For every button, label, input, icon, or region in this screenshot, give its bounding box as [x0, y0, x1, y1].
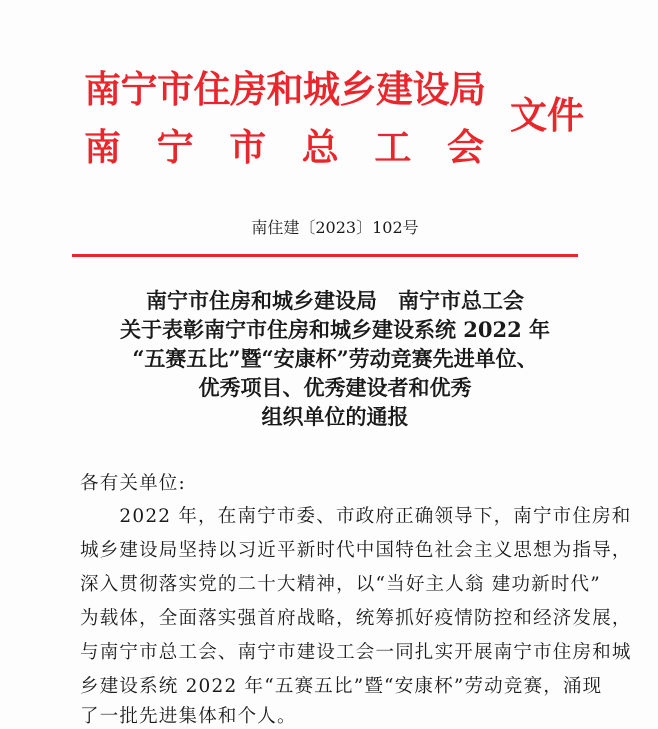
- document-number: 南住建〔2023〕102号: [251, 218, 419, 237]
- issuer-char: 市: [229, 125, 267, 169]
- issuer-char: 会: [446, 125, 484, 169]
- body-line: 城乡建设局坚持以习近平新时代中国特色社会主义思想为指导，: [80, 540, 632, 561]
- title-line: “五赛五比”暨“安康杯”劳动竞赛先进单位、: [132, 346, 538, 371]
- body-line: 为载体，全面落实强首府战略，统筹抓好疫情防控和经济发展，: [80, 608, 632, 629]
- issuer-char: 宁: [156, 125, 194, 169]
- title-line: 组织单位的通报: [261, 404, 409, 429]
- body-line: 与南宁市总工会、南宁市建设工会一同扎实开展南宁市住房和城: [80, 642, 632, 663]
- issuer-housing-bureau: 南宁市住房和城乡建设局: [84, 67, 486, 111]
- title-line: 优秀项目、优秀建设者和优秀: [198, 375, 472, 400]
- issuer-char: 工: [374, 125, 412, 169]
- issuer-char: 南: [84, 125, 121, 169]
- body-line: 了一批先进集体和个人。: [80, 706, 297, 727]
- body-line: 乡建设系统 2022 年“五赛五比”暨“安康杯”劳动竞赛，涌现: [80, 676, 603, 697]
- red-divider: [72, 254, 578, 257]
- doc-type-label: 文件: [510, 93, 584, 137]
- salutation: 各有关单位:: [80, 473, 186, 494]
- title-line: 南宁市住房和城乡建设局 南宁市总工会: [146, 288, 524, 313]
- title-line: 关于表彰南宁市住房和城乡建设系统 2022 年: [119, 317, 551, 342]
- body-line: 深入贯彻落实党的二十大精神，以“当好主人翁 建功新时代”: [80, 574, 601, 595]
- body-line: 2022 年，在南宁市委、市政府正确领导下，南宁市住房和: [80, 506, 632, 527]
- issuer-federation-of-trade-unions: [84, 126, 484, 169]
- issuer-char: 总: [301, 125, 339, 169]
